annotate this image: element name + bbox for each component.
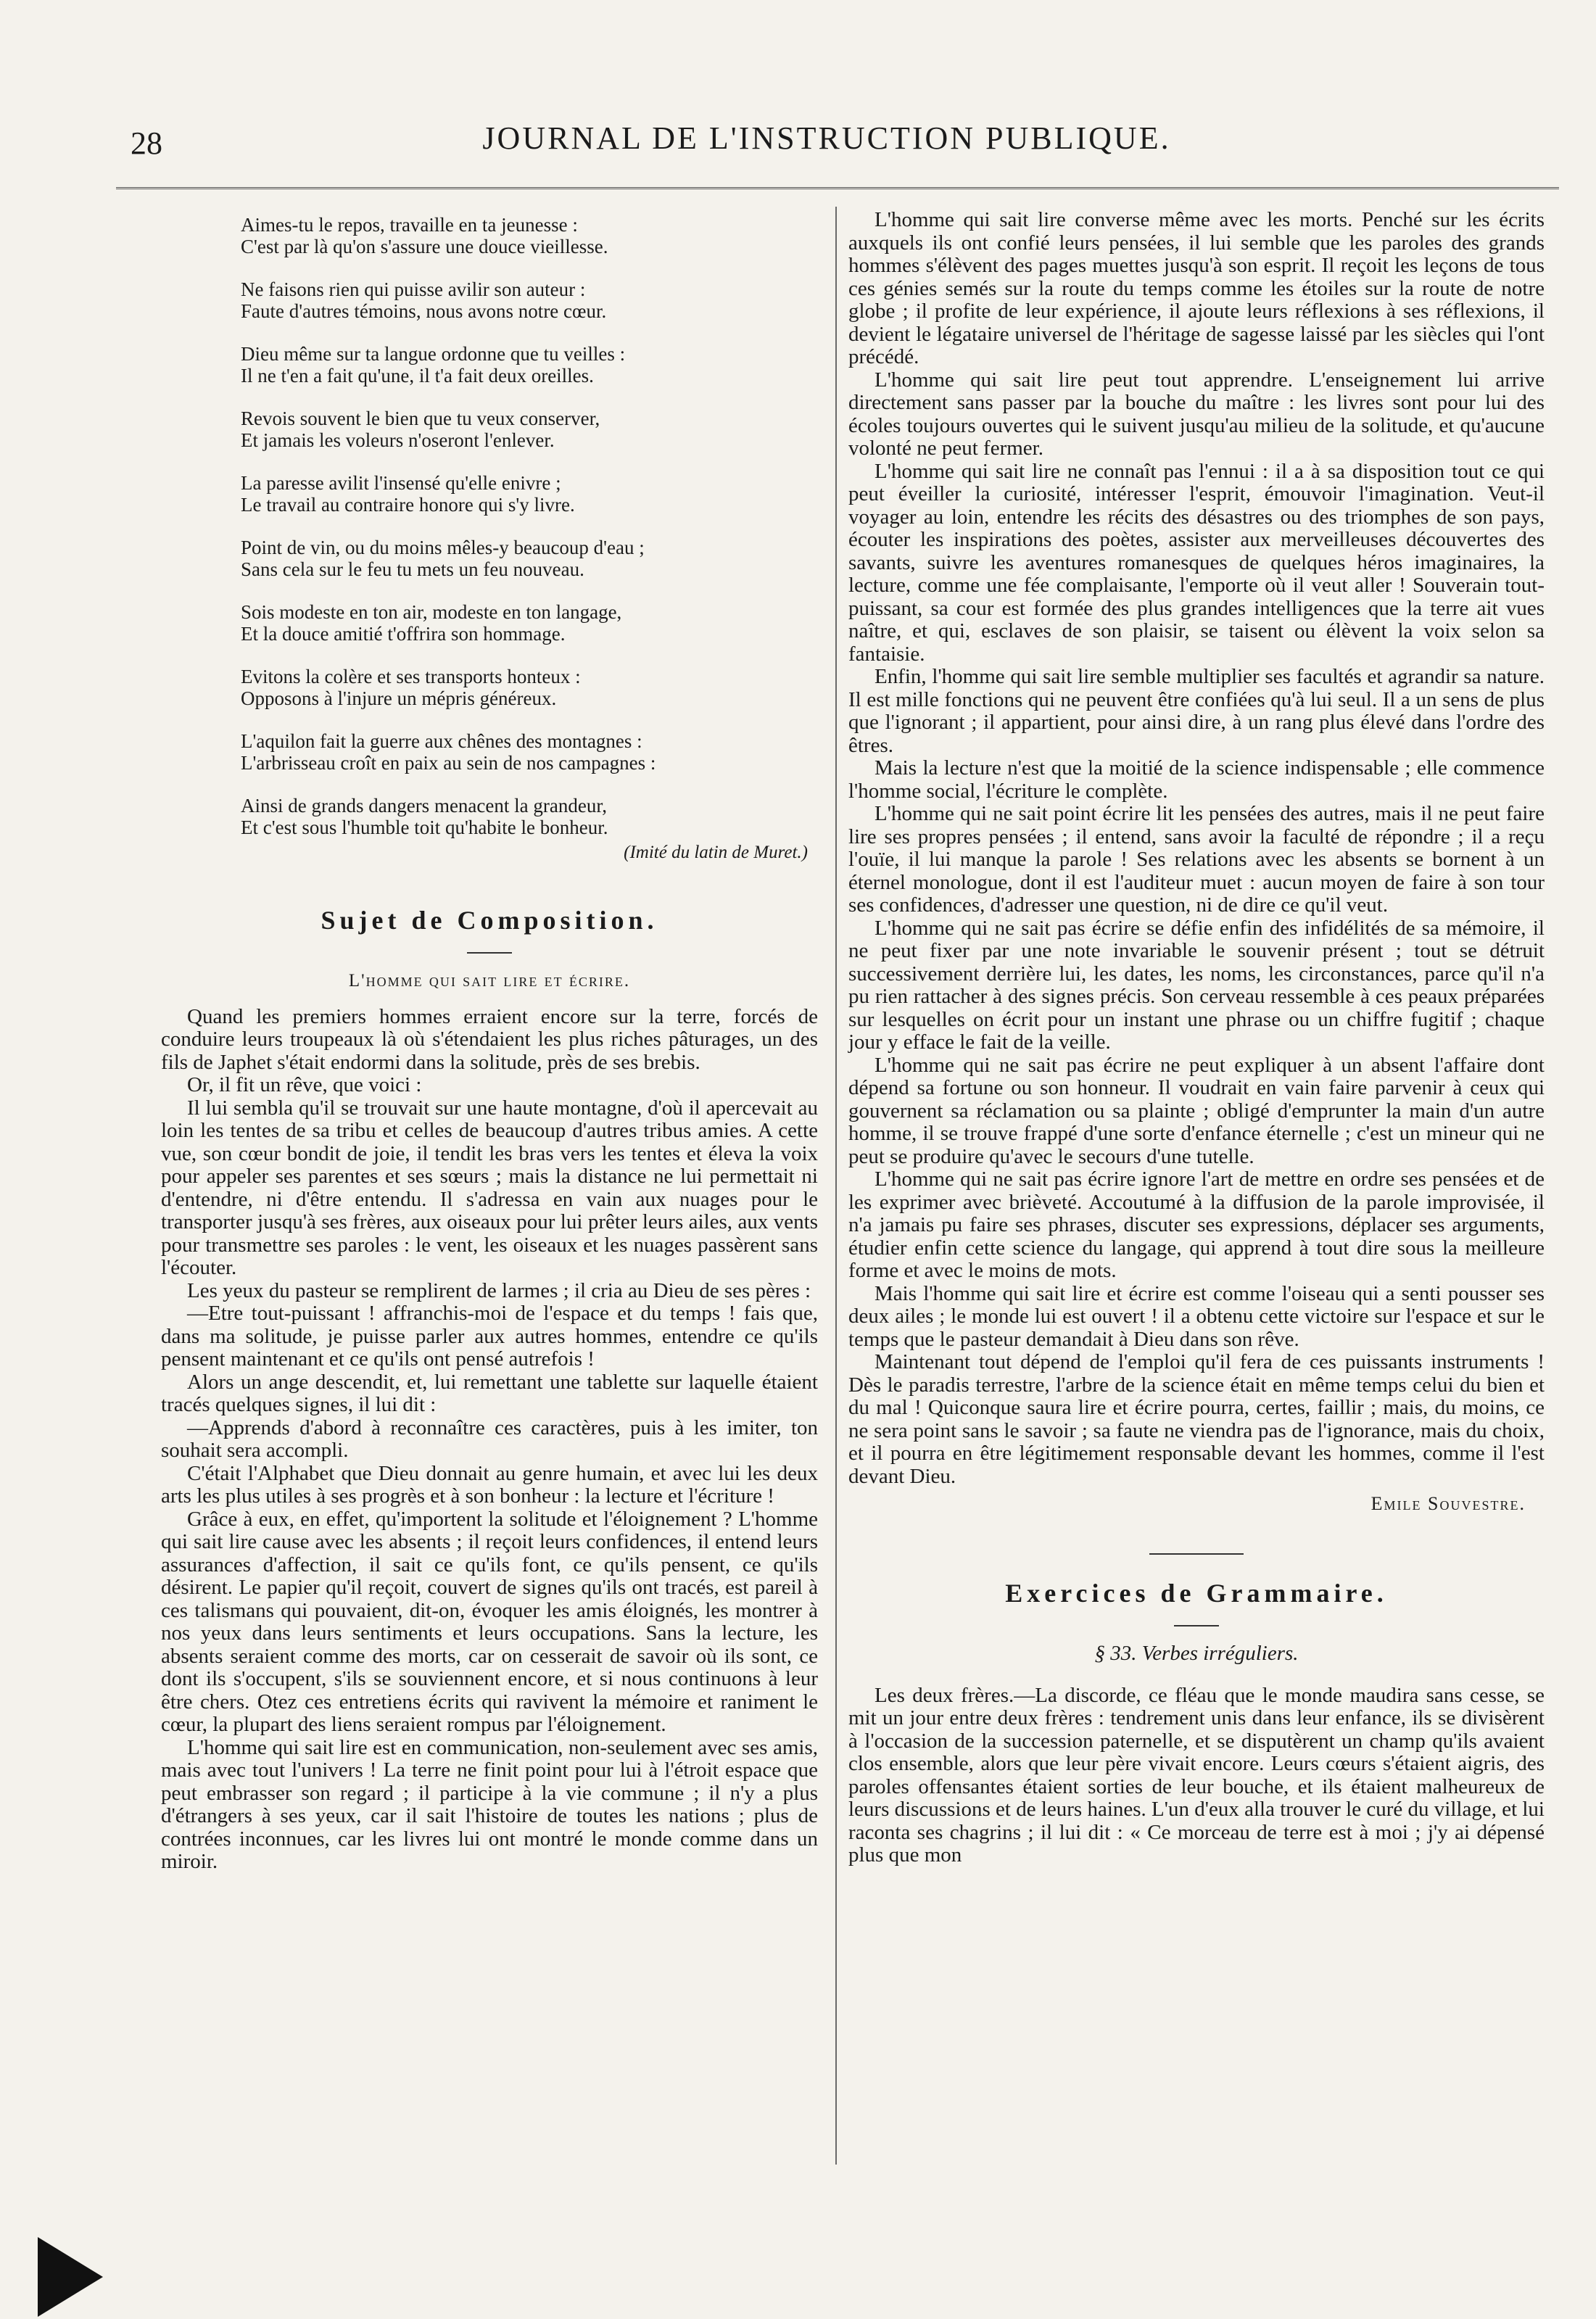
poem-stanza bbox=[241, 795, 818, 838]
poem-line: La paresse avilit l'insensé qu'elle enivre ; bbox=[241, 472, 561, 494]
poem-stanza bbox=[241, 214, 818, 257]
article-paragraph: C'était l'Alphabet que Dieu donnait au genre humain, et avec lui les deux arts les plus utiles à ses progrès et à son bonheur : la lecture et l'écriture ! bbox=[161, 1461, 818, 1508]
article-paragraph: L'homme qui sait lire ne connaît pas l'ennui : il a à sa disposition tout ce qui peut éveiller la curiosité, intéresser l'esprit, émouvoir l'imagination. Veut-il voyager au loin, entendre les récits des désastres ou des triomphes de son pays, écouter les inspirations des poètes, assister aux merveilleuses découvertes des savants, suivre les aventures romanesques de quelques héros imaginaires, la lecture, comme une fée complaisante, l'emporte où il veut aller ! Souverain tout-puissant, sa cour est formée des plus grandes intelligences que la terre ait vues naître, et qui, esclaves de son plaisir, se taisent ou élèvent la voix selon sa fantaisie. bbox=[848, 459, 1545, 666]
poem-stanza bbox=[241, 730, 818, 774]
article-paragraph: Quand les premiers hommes erraient encore sur la terre, forcés de conduire leurs troupeaux là où s'étendaient les plus riches pâturages, un des fils de Japhet s'était endormi dans la solitude, près de ses brebis. bbox=[161, 1004, 818, 1074]
poem-line: Faute d'autres témoins, nous avons notre cœur. bbox=[241, 300, 607, 322]
page-header bbox=[0, 0, 1596, 196]
poem-stanza bbox=[241, 472, 818, 516]
poem-line: L'arbrisseau croît en paix au sein de nos campagnes : bbox=[241, 752, 656, 774]
poem-line: Opposons à l'injure un mépris généreux. bbox=[241, 687, 557, 709]
article-paragraph: L'homme qui ne sait pas écrire se défie enfin des infidélités de sa mémoire, il ne peut fixer par une note invariable le souvenir présent ; tout se détruit successivement derrière lui, les dates, les noms, les circonstances, parce qu'il n'a pu rien rattacher à des signes précis. Son cerveau ressemble à ces peaux préparées sur lesquelles on écrit pour un instant une phrase ou un chiffre fugitif ; chaque jour y efface le fait de la veille. bbox=[848, 916, 1545, 1054]
poem-line: L'aquilon fait la guerre aux chênes des montagnes : bbox=[241, 730, 642, 752]
subject-title: L'homme qui sait lire et écrire. bbox=[348, 971, 631, 991]
article-paragraph: Les deux frères.—La discorde, ce fléau que le monde maudira sans cesse, se mit un jour entre deux frères : tendrement unis dans leur enfance, ils se divisèrent à l'occasion de la succession paternelle, et se disputèrent un champ qu'ils avaient clos ensemble, alors que leur père vivait encore. Leurs cœurs s'étaient aigris, des paroles offensantes étaient sorties de leur bouche, et ils étaient malheureux de leurs discussions et de leurs haines. L'un d'eux alla trouver le curé du village, et lui raconta ses chagrins ; il lui dit : « Ce morceau de terre est à moi ; j'y ai dépensé plus que mon bbox=[848, 1683, 1545, 1867]
article-paragraph: L'homme qui sait lire converse même avec les morts. Penché sur les écrits auxquels ils ont confié leurs pensées, il lui semble que les paroles des grands hommes s'élèvent des pages muettes jusqu'à son esprit. Il reçoit les leçons de tous ces génies semés sur la route du temps comme les étoiles sur la route de notre globe ; il profite de leur expérience, il ajoute leurs réflexions à ses réflexions, il devient le légataire universel de l'héritage de sagesse laissé par les siècles qui l'ont précédé. bbox=[848, 208, 1545, 368]
poem-stanza bbox=[241, 343, 818, 386]
section-title: Exercices de Grammaire. bbox=[1005, 1578, 1388, 1608]
article-paragraph: L'homme qui ne sait pas écrire ignore l'art de mettre en ordre ses pensées et de les exprimer avec brièveté. Accoutumé à la diffusion de la parole improvisée, il n'a jamais pu faire ses phrases, discuter ses expressions, déplacer ses arguments, étudier enfin cette science du langage, qui apprend à tout dire sous la meilleure forme et avec le moins de mots. bbox=[848, 1167, 1545, 1282]
article-paragraph: L'homme qui sait lire est en communication, non-seulement avec ses amis, mais avec tout l'univers ! La terre ne finit point pour lui à l'étroit espace que peut embrasser son regard ; il participe à la vie commune ; il n'y a plus d'étrangers à ses yeux, car il sait l'histoire de toutes les nations ; plus de contrées inconnues, car les livres lui ont montré le monde comme dans un miroir. bbox=[161, 1735, 818, 1873]
poem-line: Le travail au contraire honore qui s'y livre. bbox=[241, 494, 575, 516]
poem-line: Point de vin, ou du moins mêles-y beaucoup d'eau ; bbox=[241, 537, 645, 558]
poem-stanza bbox=[241, 408, 818, 451]
left-column bbox=[161, 214, 818, 1874]
section-title: Sujet de Composition. bbox=[321, 905, 658, 935]
article-paragraph: Or, il fit un rêve, que voici : bbox=[187, 1073, 422, 1096]
poem-stanza bbox=[241, 666, 818, 709]
article-paragraph: Il lui sembla qu'il se trouvait sur une haute montagne, d'où il apercevait au loin les tentes de sa tribu et celles de beaucoup d'autres tribus amies. A cette vue, son cœur bondit de joie, il tendit les bras vers les tentes et éleva la voix pour appeler ses parentes et ses sœurs ; mais la distance ne lui permettait ni d'entendre, ni d'être entendu. Il s'adressa en vain aux nuages pour le transporter jusqu'à ses frères, aux oiseaux pour lui prêter leurs ailes, aux vents pour transmettre ses paroles : le vent, les oiseaux et les nuages passèrent sans l'écouter. bbox=[161, 1096, 818, 1279]
article-paragraph: Alors un ange descendit, et, lui remettant une tablette sur laquelle étaient tracés quelques signes, il lui dit : bbox=[161, 1370, 818, 1416]
poem-line: Sois modeste en ton air, modeste en ton langage, bbox=[241, 601, 622, 623]
right-column bbox=[848, 209, 1545, 1867]
article-paragraph: Les yeux du pasteur se remplirent de larmes ; il cria au Dieu de ses pères : bbox=[187, 1278, 811, 1302]
article-paragraph: Enfin, l'homme qui sait lire semble multiplier ses facultés et agrandir sa nature. Il est mille fonctions qui ne peuvent être confiées qu'à lui seul. Il a un sens de plus que l'ignorant ; il appartient, pour ainsi dire, à un rang plus élevé dans l'ordre des êtres. bbox=[848, 665, 1545, 757]
poem-stanza bbox=[241, 278, 818, 322]
article-paragraph: —Etre tout-puissant ! affranchis-moi de l'espace et du temps ! fais que, dans ma solitude, je puisse parler aux autres hommes, entendre ce qu'ils pensent maintenant et ce qu'ils ont pensé autrefois ! bbox=[161, 1302, 818, 1371]
poem-stanza bbox=[241, 537, 818, 580]
journal-title: JOURNAL DE L'INSTRUCTION PUBLIQUE. bbox=[482, 120, 1171, 156]
poem-stanza bbox=[241, 601, 818, 645]
article-paragraph: Grâce à eux, en effet, qu'importent la solitude et l'éloignement ? L'homme qui sait lire cause avec les absents ; il reçoit leurs confidences, il entend leurs assurances d'affection, il sait ce qu'ils font, ce qu'ils pensent, ce qu'ils désirent. Le papier qu'il reçoit, couvert de signes qu'ils ont tracés, est pareil à ces talismans qui pouvaient, dit-on, évoquer les amis éloignés, les montrer à nos yeux dans leurs sentiments et leurs occupations. Sans la lecture, les absents seraient comme des morts, car on cesserait de savoir où ils sont, ce dont ils s'occupent, s'ils se souviennent encore, et si nous continuons à leur être chers. Otez ces entretiens écrits qui ravivent la mémoire et raniment le cœur, la plupart des liens seraient rompus par l'éloignement. bbox=[161, 1507, 818, 1736]
poem-line: Et la douce amitié t'offrira son hommage. bbox=[241, 623, 566, 645]
poem-line: Il ne t'en a fait qu'une, il t'a fait deux oreilles. bbox=[241, 365, 594, 386]
subsection-title: § 33. Verbes irréguliers. bbox=[1094, 1642, 1299, 1665]
poem-attribution: (Imité du latin de Muret.) bbox=[624, 843, 808, 862]
article-paragraph: L'homme qui sait lire peut tout apprendre. L'enseignement lui arrive directement sans passer par la bouche du maître : les livres sont pour lui des écoles toujours ouvertes qui le suivent jusqu'au milieu de la solitude, et qu'aucune volonté ne peut fermer. bbox=[848, 368, 1545, 460]
poem bbox=[161, 214, 818, 838]
poem-line: Revois souvent le bien que tu veux conserver, bbox=[241, 408, 600, 429]
poem-line: Et jamais les voleurs n'oseront l'enlever. bbox=[241, 429, 555, 451]
article-paragraph: L'homme qui ne sait pas écrire ne peut expliquer à un absent l'affaire dont dépend sa fortune ou son honneur. Il voudrait en vain faire parvenir à ceux qui gouvernent sa réclamation ou sa plainte ; obligé d'emprunter la main d'un autre homme, il se trouve frappé d'une sorte d'enfance éternelle ; c'est un mineur qui ne peut se produire qu'avec le secours d'une tutelle. bbox=[848, 1053, 1545, 1168]
author-signature: Emile Souvestre. bbox=[1370, 1493, 1526, 1514]
article-paragraph: Mais l'homme qui sait lire et écrire est comme l'oiseau qui a senti pousser ses deux ailes ; le monde lui est ouvert ! il a obtenu cette victoire sur l'espace et sur le temps que le pasteur demandait à Dieu dans son rêve. bbox=[848, 1281, 1545, 1351]
page-number: 28 bbox=[131, 125, 162, 161]
header-rule bbox=[116, 187, 1559, 189]
section-separator bbox=[1149, 1553, 1244, 1555]
poem-line: C'est par là qu'on s'assure une douce vieillesse. bbox=[241, 236, 608, 257]
section-rule bbox=[1174, 1625, 1219, 1626]
article-paragraph: —Apprends d'abord à reconnaître ces caractères, puis à les imiter, ton souhait sera accompli. bbox=[161, 1415, 818, 1462]
poem-line: Et c'est sous l'humble toit qu'habite le bonheur. bbox=[241, 817, 608, 838]
poem-line: Ainsi de grands dangers menacent la grandeur, bbox=[241, 795, 607, 817]
page-corner-mark bbox=[38, 2237, 103, 2317]
poem-line: Sans cela sur le feu tu mets un feu nouveau. bbox=[241, 558, 584, 580]
poem-line: Aimes-tu le repos, travaille en ta jeunesse : bbox=[241, 214, 578, 236]
poem-line: Evitons la colère et ses transports honteux : bbox=[241, 666, 581, 687]
poem-line: Ne faisons rien qui puisse avilir son auteur : bbox=[241, 278, 586, 300]
section-rule bbox=[467, 952, 512, 954]
article-paragraph: Mais la lecture n'est que la moitié de la science indispensable ; elle commence l'homme social, l'écriture le complète. bbox=[848, 756, 1545, 803]
poem-line: Dieu même sur ta langue ordonne que tu veilles : bbox=[241, 343, 626, 365]
article-paragraph: Maintenant tout dépend de l'emploi qu'il fera de ces puissants instruments ! Dès le paradis terrestre, l'arbre de la science était en même temps celui du bien et du mal ! Quiconque saura lire et écrire pourra, certes, faillir ; mais, du moins, ce ne sera point sans le savoir ; sa faute ne viendra pas de l'ignorance, mais du choix, et il pourra en être légitimement responsable devant les hommes, comme il l'est devant Dieu. bbox=[848, 1350, 1545, 1488]
article-paragraph: L'homme qui ne sait point écrire lit les pensées des autres, mais il ne peut faire lire ses propres pensées ; il entend, sans avoir la faculté de répondre ; il a reçu l'ouïe, il lui manque la parole ! Ses relations avec les absents se bornent à un éternel monologue, dont il est l'auditeur muet : aucun moyen de faire à son tour ses confidences, d'adresser une question, ni de dire ce qu'il veut. bbox=[848, 802, 1545, 917]
column-divider bbox=[835, 207, 837, 2165]
